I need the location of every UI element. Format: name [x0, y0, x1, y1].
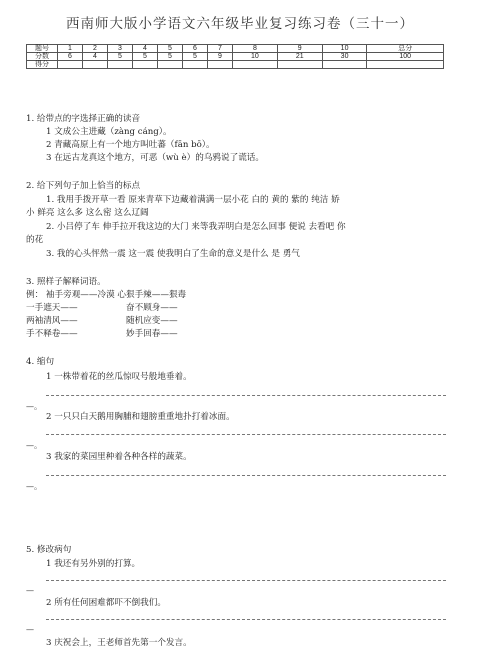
score-table-cell: 6	[183, 45, 208, 53]
score-table	[26, 44, 444, 69]
score-table-row-scores	[27, 53, 444, 61]
q1-item: 3 在远古龙真这个地方，可恶（wù è）的乌鸦说了谎话。	[46, 153, 264, 163]
score-table-cell: 2	[83, 45, 108, 53]
score-table-cell: 4	[133, 45, 158, 53]
q4-line-end: —。	[26, 441, 42, 450]
q3-word: 两袖清风——	[26, 316, 78, 326]
score-table-cell: 5	[108, 53, 133, 61]
score-input-cell[interactable]	[233, 61, 278, 69]
score-table-cell: 7	[208, 45, 233, 53]
q5-line-end: —	[26, 586, 34, 595]
score-table-cell: 4	[83, 53, 108, 61]
q3-word: 手不释卷——	[26, 329, 78, 339]
score-table-label: 分数	[27, 53, 58, 61]
score-input-cell[interactable]	[367, 61, 444, 69]
q3-row	[26, 316, 454, 327]
score-table-cell: 100	[367, 53, 444, 61]
q4-item: 1 一株带着花的丝瓜惊叹号般地垂着。	[46, 372, 192, 382]
score-table-cell: 21	[277, 53, 322, 61]
score-table-cell: 5	[183, 53, 208, 61]
q3-heading: 3. 照样子解释词语。	[26, 277, 106, 287]
score-input-cell[interactable]	[158, 61, 183, 69]
q5-heading: 5. 修改病句	[26, 545, 72, 555]
q2-item-1: 1. 我用手拨开草一看 原来青草下边藏着满满一层小花 白的 黄的 紫的 纯洁 娇	[46, 195, 340, 205]
score-input-cell[interactable]	[322, 61, 367, 69]
q3-row	[26, 303, 454, 314]
score-table-cell: 总分	[367, 45, 444, 53]
score-table-cell: 6	[58, 53, 83, 61]
q1-item: 2 青藏高原上有一个地方叫吐蕃（fān bō）。	[46, 140, 215, 150]
score-input-cell[interactable]	[183, 61, 208, 69]
score-table-cell: 8	[233, 45, 278, 53]
answer-line[interactable]	[46, 475, 446, 476]
q2-item-3: 3. 我的心头怦然一震 这一震 使我明白了生命的意义是什么 是 勇气	[46, 249, 300, 259]
score-table-cell: 10	[322, 45, 367, 53]
score-input-cell[interactable]	[83, 61, 108, 69]
q4-line-end: —。	[26, 402, 42, 411]
score-table-cell: 5	[158, 53, 183, 61]
q3-row	[26, 329, 454, 340]
score-table-cell: 5	[133, 53, 158, 61]
q2-item-1-cont: 小 鲜亮 这么多 这么密 这么辽阔	[26, 208, 149, 218]
q4-item: 2 一只只白天鹅用胸脯和翅膀重重地扑打着冰面。	[46, 412, 235, 422]
q1-item: 1 文成公主进藏（zàng cáng）。	[46, 127, 172, 137]
q3-word: 一手遮天——	[26, 303, 78, 313]
score-table-label: 题号	[27, 45, 58, 53]
answer-line[interactable]	[46, 395, 446, 396]
score-table-cell: 9	[208, 53, 233, 61]
q5-line-end: —	[26, 625, 34, 634]
score-table-cell: 30	[322, 53, 367, 61]
score-table-cell: 5	[158, 45, 183, 53]
score-input-cell[interactable]	[277, 61, 322, 69]
score-input-cell[interactable]	[208, 61, 233, 69]
score-table-row-earned	[27, 61, 444, 69]
answer-line[interactable]	[46, 619, 446, 620]
score-table-label: 得分	[27, 61, 58, 69]
q1-heading: 1. 给带点的字选择正确的读音	[26, 114, 141, 124]
page-title: 西南师大版小学语文六年级毕业复习练习卷（三十一）	[66, 16, 414, 32]
q2-heading: 2. 给下列句子加上恰当的标点	[26, 181, 141, 191]
score-input-cell[interactable]	[133, 61, 158, 69]
score-table-cell: 1	[58, 45, 83, 53]
score-table-cell: 3	[108, 45, 133, 53]
answer-line[interactable]	[46, 580, 446, 581]
q2-item-2: 2. 小吕停了车 伸手拉开我这边的大门 来等我弄明白是怎么回事 便说 去看吧 你	[46, 222, 346, 232]
score-table-cell: 10	[233, 53, 278, 61]
q3-word: 随机应变——	[126, 316, 178, 326]
q5-item: 3 庆祝会上，王老师首先第一个发言。	[46, 638, 192, 648]
answer-line[interactable]	[46, 434, 446, 435]
score-table-row-numbers	[27, 45, 444, 53]
q2-item-2-cont: 的花	[26, 235, 44, 245]
q4-heading: 4. 缩句	[26, 357, 55, 367]
score-input-cell[interactable]	[108, 61, 133, 69]
q5-item: 1 我还有另外别的打算。	[46, 559, 141, 569]
q3-word: 奋不顾身——	[126, 303, 178, 313]
score-table-cell: 9	[277, 45, 322, 53]
q4-line-end: —。	[26, 482, 42, 491]
q5-item: 2 所有任何困难都吓不倒我们。	[46, 598, 166, 608]
q4-item: 3 我家的菜园里种着各种各样的蔬菜。	[46, 452, 192, 462]
score-input-cell[interactable]	[58, 61, 83, 69]
q3-word: 妙手回春——	[126, 329, 178, 339]
q3-example: 例： 袖手旁观——冷漠 心狠手辣——狠毒	[26, 290, 187, 300]
